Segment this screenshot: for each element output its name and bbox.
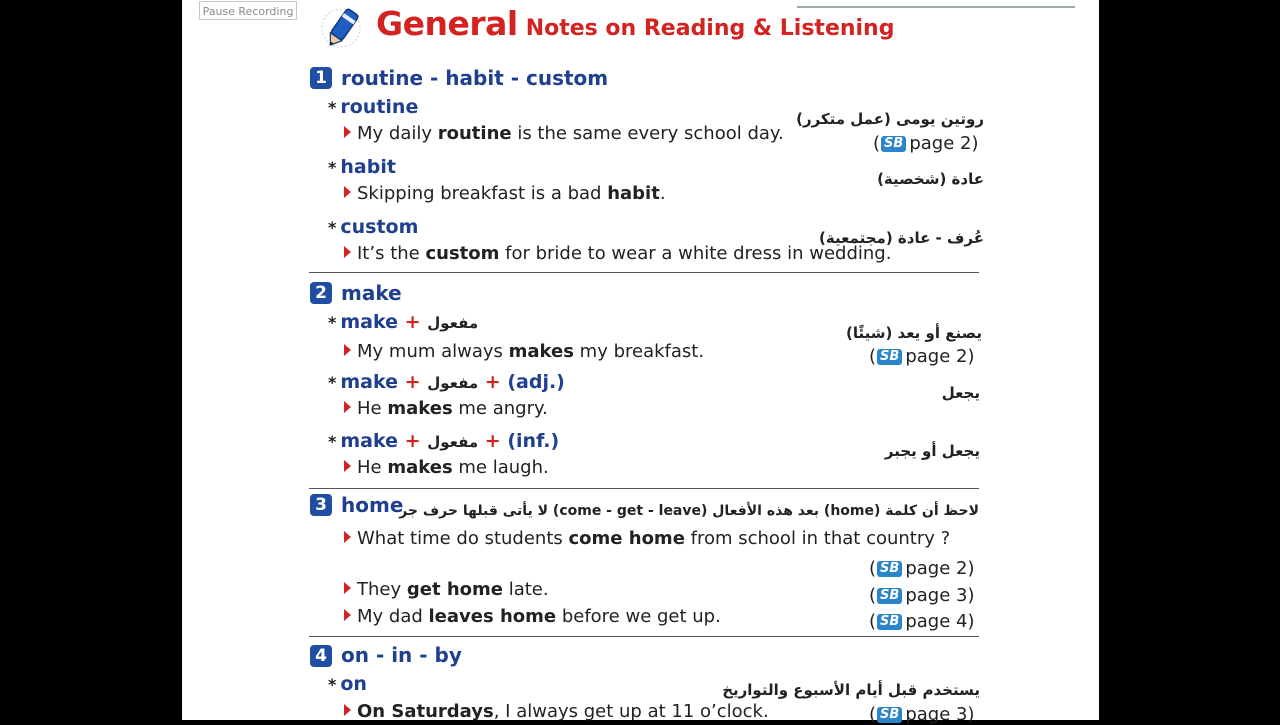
- example-on: On Saturdays, I always get up at 11 o’clock.: [344, 701, 769, 722]
- section-number-4: 4: [310, 645, 332, 667]
- arabic-custom: عُرف - عادة (مجتمعية): [819, 229, 984, 247]
- sb-ref-make: ( SB page 2): [869, 346, 975, 367]
- example-habit: Skipping breakfast is a bad habit.: [344, 183, 666, 204]
- entry-word-routine: * routine: [328, 96, 419, 118]
- example-make-1: My mum always makes my breakfast.: [344, 341, 704, 362]
- arabic-make-3: يجعل أو يجبر: [884, 442, 980, 460]
- sb-ref-on: ( SB page 3): [869, 704, 975, 725]
- example-make-3: He makes me laugh.: [344, 457, 549, 478]
- example-home-3: My dad leaves home before we get up.: [344, 606, 721, 627]
- pause-recording-button[interactable]: Pause Recording: [199, 1, 297, 20]
- section-title-3: home: [341, 493, 404, 517]
- sb-ref-home-3: ( SB page 4): [869, 611, 975, 632]
- entry-word-make-2: * make + مفعول + (adj.): [328, 371, 565, 393]
- sb-ref-routine: ( SB page 2): [873, 133, 979, 154]
- section-divider: [309, 272, 979, 273]
- sb-ref-home-2: ( SB page 3): [869, 585, 975, 606]
- section-title-2: make: [341, 281, 402, 305]
- example-home-2: They get home late.: [344, 579, 549, 600]
- example-home-1: What time do students come home from school in that country ?: [344, 528, 950, 549]
- section-title-1: routine - habit - custom: [341, 66, 609, 90]
- arabic-on: يستخدم قبل أيام الأسبوع والتواريخ: [722, 681, 980, 699]
- arabic-make-2: يجعل: [941, 384, 980, 402]
- example-routine: My daily routine is the same every school day.: [344, 123, 784, 144]
- entry-word-custom: * custom: [328, 216, 419, 238]
- arabic-make-1: يصنع أو يعد (شيئًا): [845, 324, 982, 342]
- title-main: General: [376, 4, 518, 43]
- arabic-habit: عادة (شخصية): [877, 170, 984, 188]
- entry-word-on: * on: [328, 673, 367, 695]
- section-title-4: on - in - by: [341, 643, 462, 667]
- title-sub: Notes on Reading & Listening: [525, 16, 895, 41]
- section-divider: [309, 488, 979, 489]
- page-title: [376, 4, 894, 43]
- entry-word-make-1: * make + مفعول: [328, 311, 479, 333]
- arabic-home-note: لاحظ أن كلمة (home) بعد هذه الأفعال (come - get - leave) لا يأتى قبلها حرف جر: [399, 503, 979, 519]
- entry-word-habit: * habit: [328, 156, 396, 178]
- section-divider: [309, 636, 979, 637]
- example-make-2: He makes me angry.: [344, 398, 548, 419]
- arabic-routine: روتين يومى (عمل متكرر): [796, 110, 984, 128]
- entry-word-make-3: * make + مفعول + (inf.): [328, 430, 560, 452]
- section-number-1: 1: [310, 67, 332, 89]
- section-number-2: 2: [310, 282, 332, 304]
- pen-icon: [313, 6, 369, 52]
- sb-ref-home-1: ( SB page 2): [869, 558, 975, 579]
- section-number-3: 3: [310, 494, 332, 516]
- example-custom: It’s the custom for bride to wear a white dress in wedding.: [344, 243, 891, 264]
